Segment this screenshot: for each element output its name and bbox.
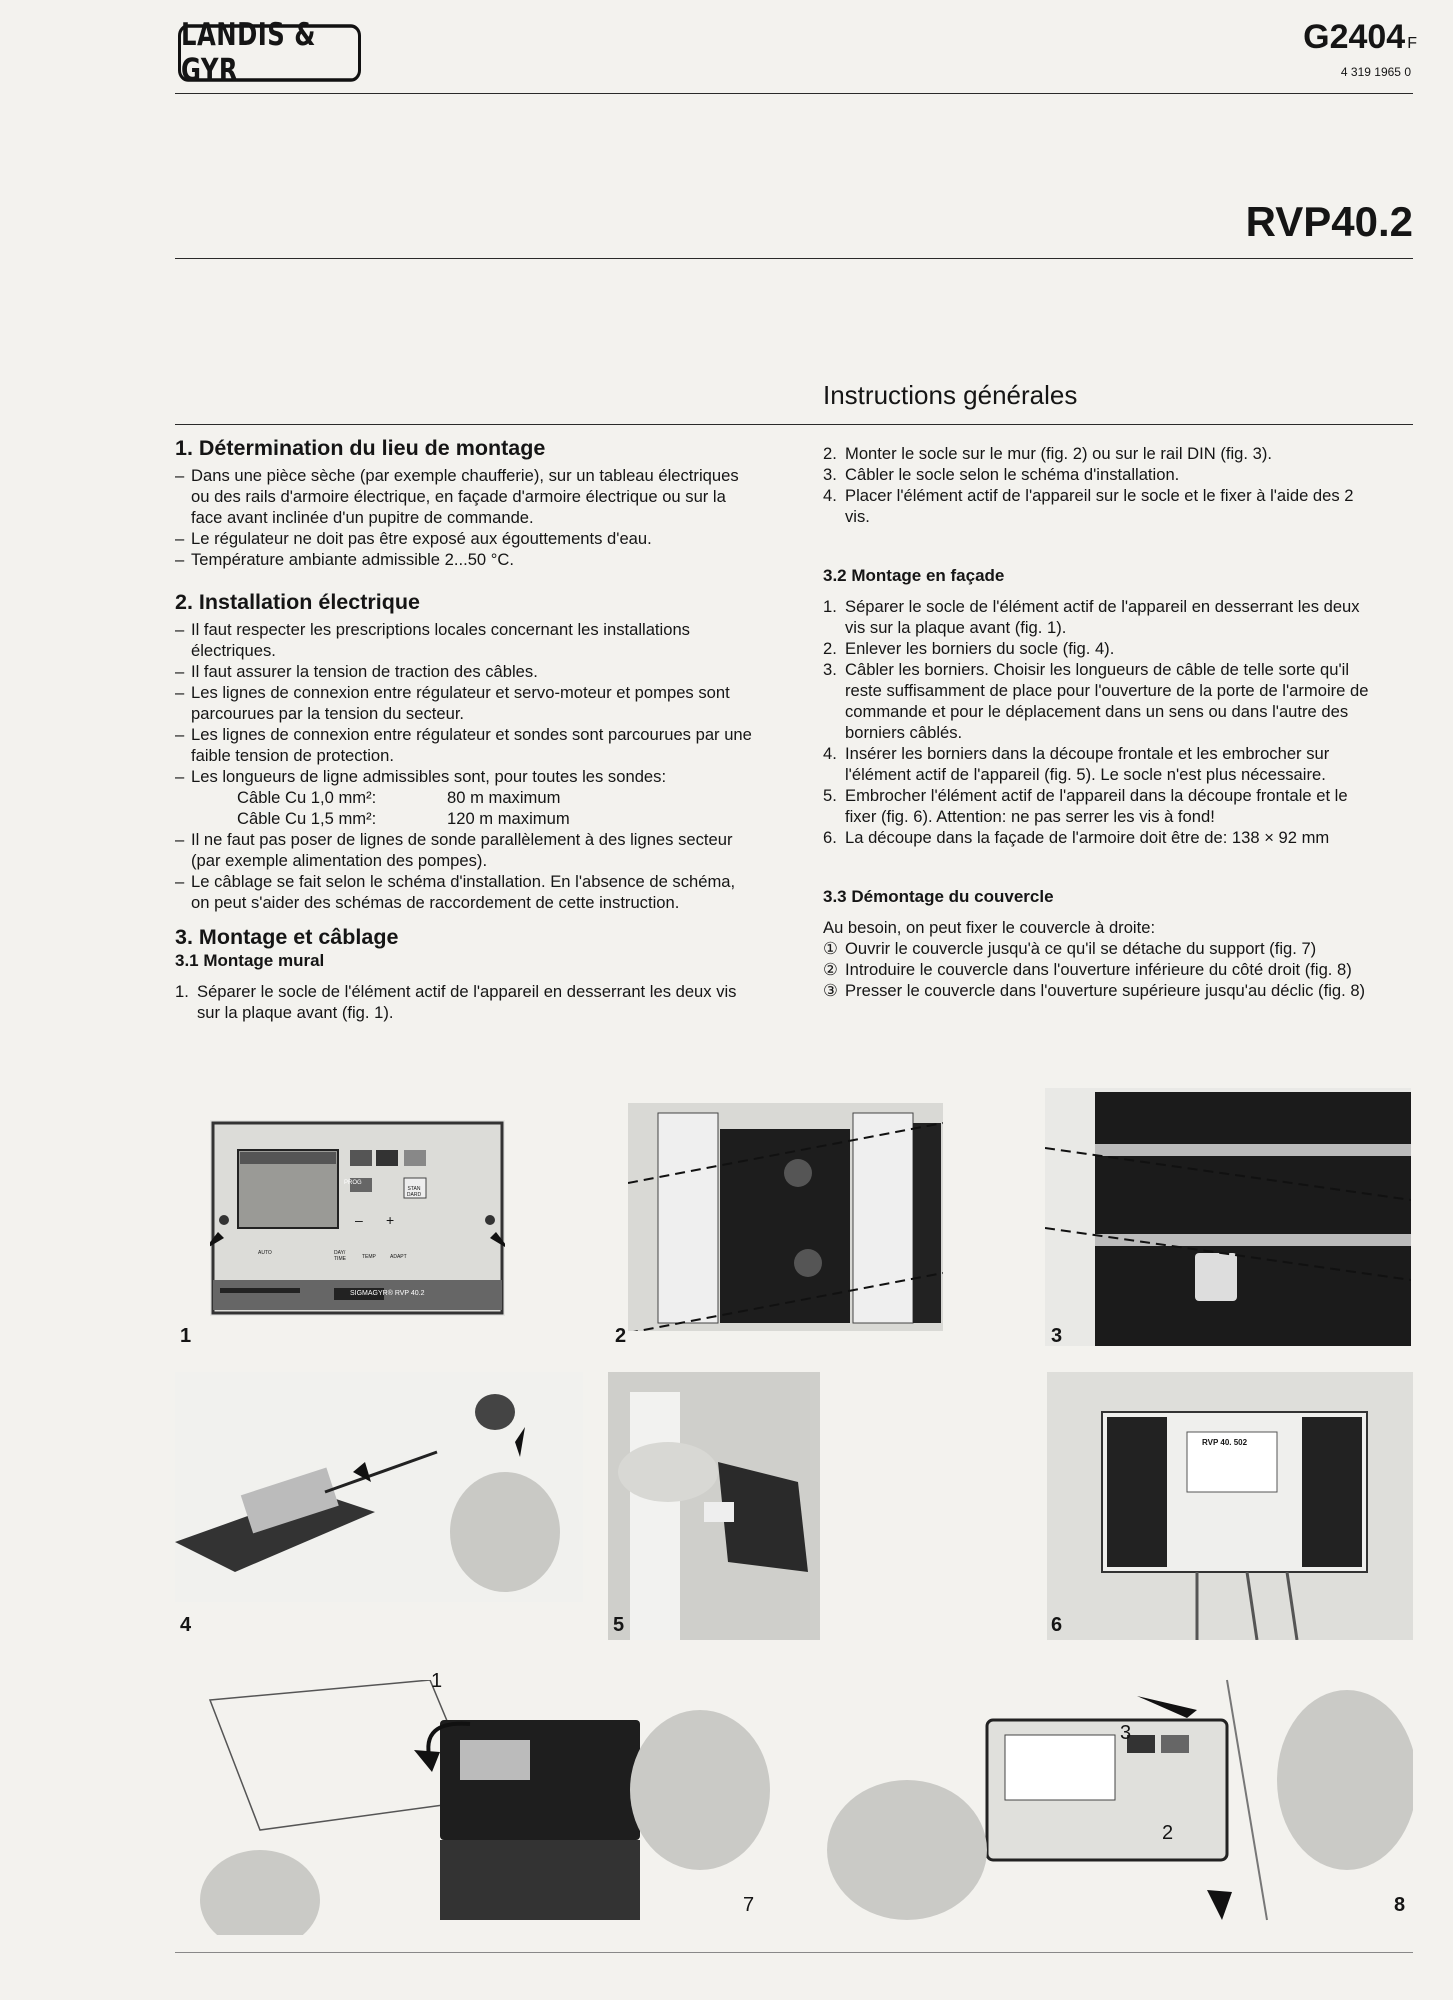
list-item: – Le câblage se fait selon le schéma d'installation. En l'absence de schéma, on peut s'aider des schémas de raccordement de cette instruction. (175, 872, 736, 912)
list-item: – Les lignes de connexion entre régulateur et servo-moteur et pompes sont parcourues par la tension du secteur. (175, 683, 730, 723)
list-item: – Les lignes de connexion entre régulateur et sondes sont parcourues par une faible tension de protection. (175, 725, 752, 765)
figure-8-number: 8 (1394, 1894, 1406, 1916)
list-item: 4. Placer l'élément actif de l'appareil sur le socle et le fixer à l'aide des 2 vis. (823, 486, 1354, 526)
figure-1-number: 1 (180, 1325, 192, 1347)
figure-1-controller (210, 1120, 505, 1316)
s33-title: 3.3 Démontage du couvercle (823, 887, 1054, 906)
list-item: ① Ouvrir le couvercle jusqu'à ce qu'il se détache du support (fig. 7) (823, 939, 1317, 958)
list-item: 4. Insérer les borniers dans la découpe frontale et les embrocher sur l'élément actif de l'appareil (fig. 5). Le socle n'est plus nécessaire. (823, 744, 1330, 784)
doc-number: G2404 F (1303, 18, 1417, 56)
figure-8-cover-refit (827, 1660, 1413, 1935)
list-item: 1. Séparer le socle de l'élément actif de l'appareil en desserrant les deux vis sur la plaque avant (fig. 1). (175, 982, 737, 1022)
prog-label: PROG (344, 1180, 362, 1186)
figure-5-number: 5 (613, 1614, 625, 1636)
list-item: ② Introduire le couvercle dans l'ouverture inférieure du côté droit (fig. 8) (823, 960, 1352, 979)
list-item: 2. Enlever les borniers du socle (fig. 4). (823, 639, 1115, 658)
figure-3-din-rail (1045, 1088, 1411, 1346)
adapt-label: ADAPT (390, 1254, 407, 1260)
brand-logo: LANDIS & GYR (178, 24, 361, 82)
s3-title: 3. Montage et câblage (175, 925, 399, 949)
auto-label: AUTO (258, 1250, 272, 1256)
list-item: – Température ambiante admissible 2...50 °C. (175, 550, 514, 569)
figure-7-callout: 1 (431, 1670, 443, 1692)
figure-4-terminals (175, 1372, 583, 1602)
section-rule (175, 424, 1413, 425)
list-item: – Le régulateur ne doit pas être exposé aux égouttements d'eau. (175, 529, 652, 548)
list-item: – Les longueurs de ligne admissibles sont, pour toutes les sondes: (175, 767, 667, 786)
s2-title: 2. Installation électrique (175, 590, 420, 614)
list-item: – Dans une pièce sèche (par exemple chaufferie), sur un tableau électriques ou des rails d'armoire électrique, en façade d'armoire électrique ou sur la face avant inclinée d'un pupitre de commande. (175, 466, 739, 527)
list-item: 3. Câbler les borniers. Choisir les longueurs de câble de telle sorte qu'il reste suffisamment de place pour l'ouverture de la porte de l'armoire de commande et pour le déplacement dans un sens ou dans l'autre des borniers câblés. (823, 660, 1369, 742)
plus-label: + (386, 1212, 395, 1228)
section-title: Instructions générales (823, 380, 1078, 410)
figure-2-number: 2 (615, 1325, 627, 1347)
figure-5-front-mount (608, 1372, 820, 1640)
list-item: 1. Séparer le socle de l'élément actif de l'appareil en desserrant les deux vis sur la plaque avant (fig. 1). (823, 597, 1360, 637)
figure-7-cover-open (200, 1680, 772, 1935)
doc-lang: F (1407, 35, 1417, 52)
s32-title: 3.2 Montage en façade (823, 566, 1005, 585)
device-brand-label: SIGMAGYR® RVP 40.2 (350, 1290, 425, 1297)
daytime-label: DAY/ TIME (334, 1250, 346, 1262)
cable-spec: Câble Cu 1,0 mm²: 80 m maximum (237, 788, 561, 807)
figure-4-number: 4 (180, 1614, 192, 1636)
figure-6-number: 6 (1051, 1614, 1063, 1636)
right-column (823, 443, 1381, 1001)
list-item: 3. Câbler le socle selon le schéma d'installation. (823, 465, 1180, 484)
figure-6-panel (1047, 1372, 1413, 1640)
list-item: 2. Monter le socle sur le mur (fig. 2) ou sur le rail DIN (fig. 3). (823, 444, 1272, 463)
figure-8-callout-3: 3 (1120, 1722, 1132, 1744)
list-item: 6. La découpe dans la façade de l'armoire doit être de: 138 × 92 mm (823, 828, 1330, 847)
s33-intro: Au besoin, on peut fixer le couvercle à droite: (823, 918, 1156, 937)
left-column (175, 438, 757, 1023)
figure-7-number: 7 (743, 1894, 755, 1916)
list-item: 5. Embrocher l'élément actif de l'appareil dans la découpe frontale et le fixer (fig. 6). Attention: ne pas serrer les vis à fond! (823, 786, 1348, 826)
list-item: ③ Presser le couvercle dans l'ouverture supérieure jusqu'au déclic (fig. 8) (823, 981, 1366, 1000)
s1-title: 1. Détermination du lieu de montage (175, 436, 546, 460)
figure-3-number: 3 (1051, 1325, 1063, 1347)
minus-label: – (355, 1212, 363, 1228)
list-item: – Il faut respecter les prescriptions locales concernant les installations électriques. (175, 620, 690, 660)
model-title: RVP40.2 (1245, 198, 1413, 245)
header-rule (175, 93, 1413, 94)
temp-label: TEMP (362, 1254, 376, 1260)
list-item: – Il ne faut pas poser de lignes de sonde parallèlement à des lignes secteur (par exemple alimentation des pompes). (175, 830, 733, 870)
order-number: 4 319 1965 0 (1340, 65, 1411, 79)
figure-2-base (628, 1103, 943, 1331)
s31-title: 3.1 Montage mural (175, 951, 325, 970)
standard-label: STAN DARD (406, 1186, 422, 1198)
footer-rule (175, 1952, 1413, 1953)
cable-spec: Câble Cu 1,5 mm²: 120 m maximum (237, 809, 570, 828)
list-item: – Il faut assurer la tension de traction des câbles. (175, 662, 538, 681)
device-label: RVP 40. 502 (1202, 1438, 1248, 1447)
figure-8-callout-2: 2 (1162, 1822, 1174, 1844)
model-rule (175, 258, 1413, 259)
